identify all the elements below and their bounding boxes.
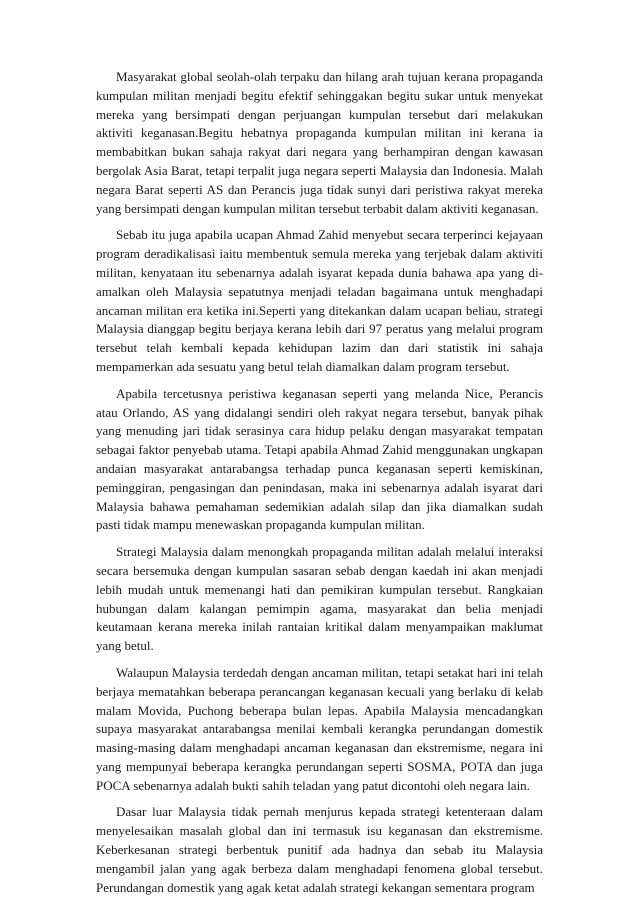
paragraph-2: Sebab itu juga apabila ucapan Ahmad Zahid menyebut secara terperinci kejayaan program deradikalisasi iaitu membentuk semula mereka yang terjebak dalam aktiviti militan, kenyataan itu sebenarnya adalah isyarat kepada dunia bahawa apa yang di-amalkan oleh Malaysia sepatutnya menjadi teladan bagaimana untuk menghadapi ancaman militan era ketika ini.Seperti yang ditekankan dalam ucapan beliau, strategi Malaysia dianggap begitu berjaya kerana lebih dari 97 peratus yang melalui program tersebut telah kembali kepada kehidupan lazim dan dari statistik ini sahaja mempamerkan ada sesuatu yang betul telah diamalkan dalam program tersebut. xyxy=(96,227,543,374)
document-page xyxy=(96,68,543,897)
paragraph-1: Masyarakat global seolah-olah terpaku dan hilang arah tujuan kerana propaganda kumpulan militan menjadi begitu efektif sehinggakan begitu sukar untuk menyekat mereka yang bersimpati dengan perjuangan kumpulan tersebut dari melakukan aktiviti keganasan.Begitu hebatnya propaganda kumpulan militan ini kerana ia membabitkan bukan sahaja rakyat dari negara yang berhampiran dengan kawasan bergolak Asia Barat, tetapi terpalit juga negara seperti Malaysia dan Indonesia. Malah negara Barat seperti AS dan Perancis juga tidak sunyi dari peristiwa rakyat mereka yang bersimpati dengan kumpulan militan tersebut terbabit dalam aktiviti keganasan. xyxy=(96,69,543,216)
paragraph-5: Walaupun Malaysia terdedah dengan ancaman militan, tetapi setakat hari ini telah berjaya mematahkan beberapa perancangan keganasan kecuali yang berlaku di kelab malam Movida, Puchong beberapa bulan lepas. Apabila Malaysia mencadangkan supaya masyarakat antarabangsa menilai kembali kerangka perundangan domestik masing-masing dalam menghadapi ancaman keganasan dan ekstremisme, negara ini yang mempunyai beberapa kerangka perundangan seperti SOSMA, POTA dan juga POCA sebenarnya adalah bukti sahih teladan yang patut dicontohi oleh negara lain. xyxy=(96,664,543,793)
paragraph-3: Apabila tercetusnya peristiwa keganasan seperti yang melanda Nice, Perancis atau Orlando, AS yang didalangi sendiri oleh rakyat negara tersebut, banyak pihak yang menuding jari tidak serasinya cara hidup pelaku dengan masyarakat tempatan sebagai faktor penyebab utama. Tetapi apabila Ahmad Zahid menggunakan ungkapan andaian masyarakat antarabangsa terhadap punca keganasan seperti kemiskinan, peminggiran, pengasingan dan penindasan, maka ini sebenarnya adalah isyarat dari Malaysia bahawa pemahaman sedemikian adalah silap dan jika diamalkan sudah pasti tidak mampu menewaskan propaganda kumpulan militan. xyxy=(96,385,543,533)
paragraph-4: Strategi Malaysia dalam menongkah propaganda militan adalah melalui interaksi secara bersemuka dengan kumpulan sasaran sebab dengan kaedah ini akan menjadi lebih mudah untuk memenangi hati dan pemikiran kumpulan tersebut. Rangkaian hubungan dalam kalangan pemimpin agama, masyarakat dan belia menjadi keutamaan kerana mereka inilah rantaian kritikal dalam menyampaikan maklumat yang betul. xyxy=(96,544,543,654)
paragraph-6: Dasar luar Malaysia tidak pernah menjurus kepada strategi ketenteraan dalam menyelesaikan masalah global dan ini termasuk isu keganasan dan ekstremisme. Keberkesanan strategi berbentuk punitif ada hadnya dan sebab itu Malaysia mengambil jalan yang agak berbeza dalam menghadapi fenomena global tersebut. Perundangan domestik yang agak ketat adalah strategi kekangan sementara program xyxy=(96,804,543,895)
